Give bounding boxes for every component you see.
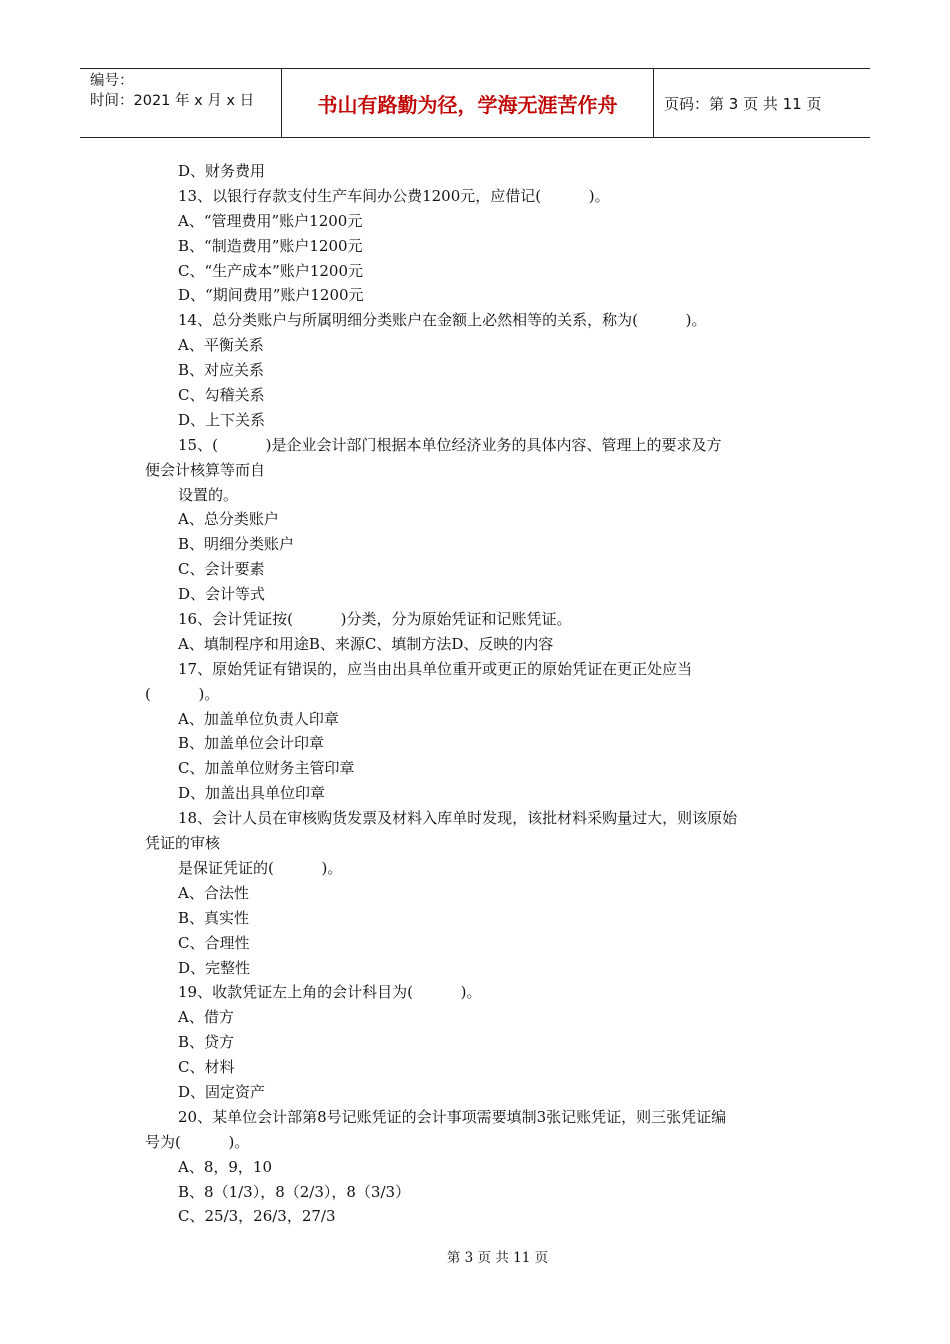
time-label: 时间：2021 年 x 月 x 日 xyxy=(90,93,255,109)
text-line: B、加盖单位会计印章 xyxy=(178,734,325,753)
text-line: A、平衡关系 xyxy=(178,336,264,355)
text-line: C、材料 xyxy=(178,1058,235,1077)
page-footer: 第 3 页 共 11 页 xyxy=(446,1250,549,1266)
text-line: B、明细分类账户 xyxy=(178,535,295,554)
text-line: A、“管理费用”账户1200元 xyxy=(178,211,363,230)
text-line: D、完整性 xyxy=(178,958,251,977)
header-motto: 书山有路勤为径，学海无涯苦作舟 xyxy=(282,69,654,137)
text-line: 13、以银行存款支付生产车间办公费1200元，应借记( )。 xyxy=(178,186,610,205)
text-line: A、填制程序和用途B、来源C、填制方法D、反映的内容 xyxy=(178,634,554,653)
text-line: 便会计核算等而自 xyxy=(145,460,266,479)
text-line: 号为( )。 xyxy=(145,1132,250,1151)
text-line: C、合理性 xyxy=(178,933,250,952)
header-page-label: 页码：第 3 页 共 11 页 xyxy=(664,94,822,113)
text-line: 17、原始凭证有错误的，应当由出具单位重开或更正的原始凭证在更正处应当 xyxy=(178,659,693,678)
text-line: D、会计等式 xyxy=(178,585,266,604)
text-line: D、固定资产 xyxy=(178,1082,266,1101)
text-line: C、加盖单位财务主管印章 xyxy=(178,759,355,778)
text-line: C、“生产成本”账户1200元 xyxy=(178,261,363,280)
text-line: B、8（1/3），8（2/3），8（3/3） xyxy=(178,1182,411,1201)
text-line: B、对应关系 xyxy=(178,361,265,380)
text-line: ( )。 xyxy=(145,684,220,703)
text-line: 18、会计人员在审核购货发票及材料入库单时发现，该批材料采购量过大，则该原始 xyxy=(178,809,738,828)
text-line: D、“期间费用”账户1200元 xyxy=(178,286,364,305)
text-line: 20、某单位会计部第8号记账凭证的会计事项需要填制3张记账凭证，则三张凭证编 xyxy=(178,1107,727,1126)
document-body xyxy=(145,159,825,1229)
text-line: 19、收款凭证左上角的会计科目为( )。 xyxy=(178,983,482,1002)
page-header xyxy=(80,68,870,138)
text-line: D、加盖出具单位印章 xyxy=(178,784,326,803)
text-line: C、会计要素 xyxy=(178,560,265,579)
text-line: B、“制造费用”账户1200元 xyxy=(178,236,363,255)
text-line: A、总分类账户 xyxy=(178,510,279,529)
text-line: D、财务费用 xyxy=(178,162,266,180)
text-line: D、上下关系 xyxy=(178,410,266,429)
text-line: 15、( )是企业会计部门根据本单位经济业务的具体内容、管理上的要求及方 xyxy=(178,435,722,454)
text-line: 14、总分类账户与所属明细分类账户在金额上必然相等的关系，称为( )。 xyxy=(178,311,707,330)
text-line: C、勾稽关系 xyxy=(178,386,265,405)
header-meta xyxy=(80,69,282,137)
text-line: C、25/3，26/3，27/3 xyxy=(178,1207,336,1226)
text-line: A、加盖单位负责人印章 xyxy=(178,709,339,728)
text-line: 设置的。 xyxy=(178,485,239,504)
text-line: 16、会计凭证按( )分类，分为原始凭证和记账凭证。 xyxy=(178,610,572,629)
text-line: 凭证的审核 xyxy=(145,834,221,853)
text-line: A、借方 xyxy=(178,1008,234,1027)
text-line: B、真实性 xyxy=(178,908,250,927)
text-line: A、合法性 xyxy=(178,883,249,902)
text-line: B、贷方 xyxy=(178,1033,235,1052)
text-line: 是保证凭证的( )。 xyxy=(178,858,343,877)
text-line: A、8，9，10 xyxy=(178,1157,273,1176)
code-label: 编号： xyxy=(90,73,134,89)
